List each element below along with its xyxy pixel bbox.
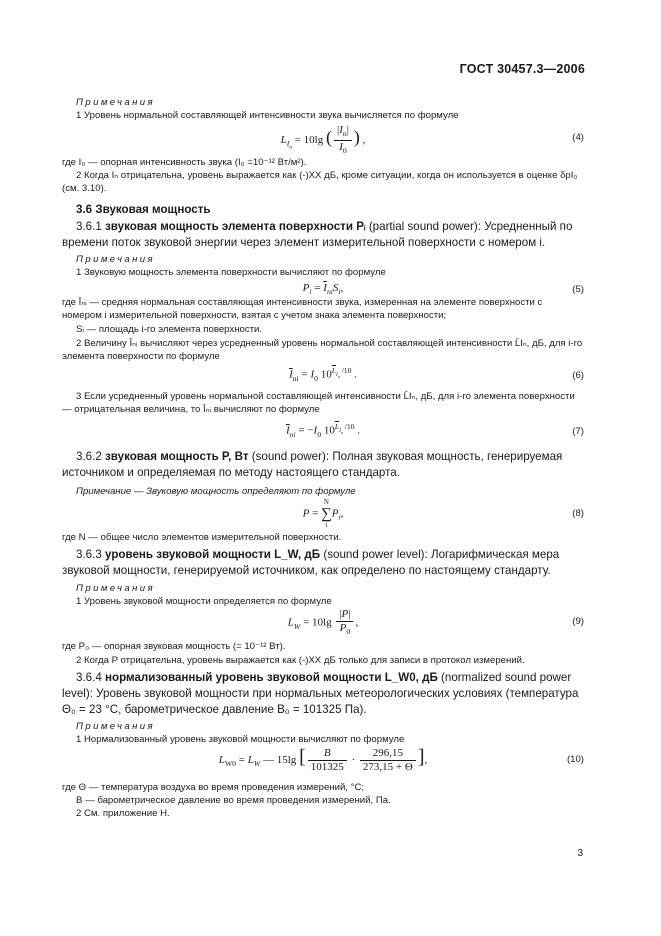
note-text: 1 Уровень нормальной составляющей интенсивности звука вычисляется по формуле (76, 110, 459, 121)
section-title: 3.6 Звуковая мощность (76, 203, 211, 216)
equation-8: P = N ∑ i $P_i$, (8) (302, 498, 584, 529)
note-text: 1 Нормализованный уровень звуковой мощности вычисляют по формуле (76, 734, 405, 745)
note-text: 2 См. приложение Н. (76, 808, 170, 819)
equation-number: (9) (572, 616, 584, 627)
equation-where: где P₀ — опорная звуковая мощность (= 10⁻¹² Вт). (62, 641, 286, 652)
equation-where: где I₀ — опорная интенсивность звука (I₀ =10⁻¹² Вт/м²). (62, 157, 307, 168)
equation-7: $\overline{I}_{ni} = -I_0$ $10^{\overline{L}_{I_n} /10}$ . (7) (285, 422, 584, 439)
note-text: 2 Когда Iₙ отрицательна, уровень выражается как (-)XX дБ, кроме ситуации, когда он используется в оценке δpI₀ (см. 3.10). (62, 170, 578, 195)
definition-3-6-3: 3.6.3 уровень звуковой мощности L_W, дБ (sound power level): Логарифмическая мера звуковой мощности, генерируемой источником, как определено по настоящему стандарту. (62, 548, 560, 578)
note-text: 2 Когда P отрицательна, уровень выражается как (-)XX дБ только для записи в протокол измерений. (76, 655, 525, 666)
equation-5: $P_i = \overline{I}_{ni}S_i$, (5) (302, 282, 584, 297)
note-text: 1 Звуковую мощность элемента поверхности вычисляют по формуле (76, 267, 386, 278)
equation-where: где N — общее число элементов измерительной поверхности. (62, 532, 342, 543)
equation-10: $L_{W0} = L_W$ — 15lg [ $\frac{B}{101325}$ · $\frac{296,15}{273,15 + \Theta}$ ], (10) (218, 746, 584, 773)
definition-3-6-2: 3.6.2 звуковая мощность P, Вт (sound power): Полная звуковая мощность, генерируемая источником и определяемая по методу настоящего стандарта. (62, 450, 563, 480)
equation-where: где Θ — температура воздуха во время проведения измерений, °С; (62, 782, 365, 793)
note-text: 2 Величину Īₙᵢ вычисляют через усредненный уровень нормальной составляющей интенсивности L̄Iₙ, дБ, для i-го элемента поверхности по формуле (62, 338, 583, 363)
notes-title: Примечания (76, 721, 156, 732)
equation-number: (8) (572, 508, 584, 519)
equation-number: (5) (572, 284, 584, 295)
document-id-header: ГОСТ 30457.3—2006 (459, 62, 585, 76)
equation-9: $L_W = 10\lg$ $\frac{|P|}{P_0}$ , (9) (287, 608, 584, 637)
equation-6: $\overline{I}_{ni} = I_0$ $10^{\overline{L}_{I_n} /10}$ . (6) (289, 366, 584, 383)
note-text: 1 Уровень звуковой мощности определяется по формуле (76, 596, 332, 607)
notes-title: Примечания (76, 254, 156, 265)
note-text: Примечание — Звуковую мощность определяют по формуле (76, 486, 356, 497)
definition-3-6-4: 3.6.4 нормализованный уровень звуковой мощности L_W0, дБ (normalized sound power level): Уровень звуковой мощности при нормальных метеорологических условиях (температура Θ₀ = 23 °С, барометрическое давление B₀ = 101325 Па). (62, 671, 579, 717)
page-number: 3 (577, 848, 583, 859)
equation-where: где Īₙᵢ — средняя нормальная составляющая интенсивности звука, измеренная на элементе поверхности с номером i измерительной поверхности, взятая с учетом знака элемента поверхности; (62, 297, 543, 322)
equation-where: B — барометрическое давление во время проведения измерений, Па. (76, 795, 391, 806)
equation-4: $L_{I_n} = 10\lg$ ( $\frac{|I_n|}{I_0}$ ) , (4) (280, 124, 584, 156)
note-text: 3 Если усредненный уровень нормальной составляющей интенсивности L̄Iₙ, дБ, для i-го элемента поверхности — отрицательная величина, то Īₙᵢ вычисляют по формуле (62, 391, 575, 416)
definition-3-6-1: 3.6.1 звуковая мощность элемента поверхности Pᵢ (partial sound power): Усредненный по времени поток звуковой энергии через элемент измерительной поверхности с номером i. (62, 220, 573, 250)
equation-number: (6) (572, 370, 584, 381)
equation-number: (7) (572, 426, 584, 437)
equation-where: Sᵢ — площадь i-го элемента поверхности. (76, 324, 263, 335)
equation-number: (4) (572, 132, 584, 143)
notes-title: Примечания (76, 583, 156, 594)
notes-title: Примечания (76, 97, 156, 108)
equation-number: (10) (566, 754, 584, 765)
